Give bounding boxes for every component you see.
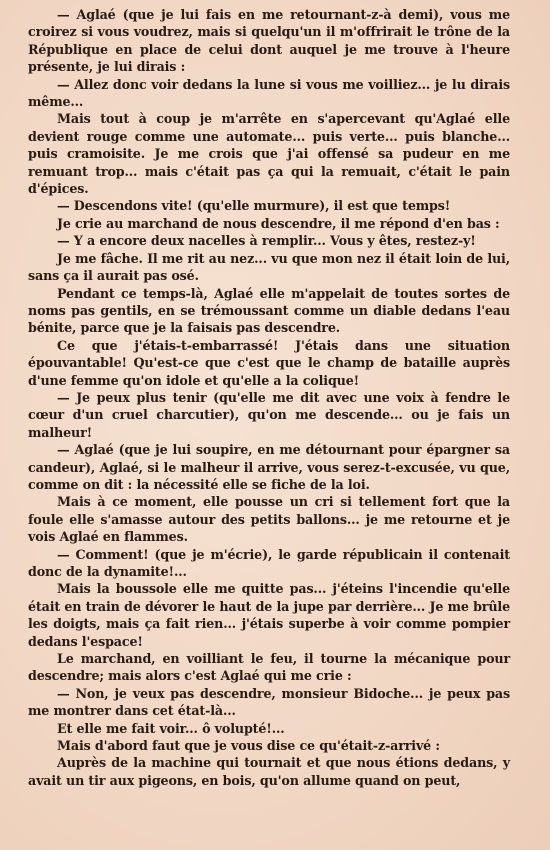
page-text (28, 6, 510, 789)
paragraph: — Aglaé (que je lui fais en me retournant-z-à demi), vous me croirez si vous voudrez, mais si quelqu'un il m'offrirait le trône de la République en place de celui dont auquel je me trouve à l'heure présente, je lui dirais : (28, 7, 510, 75)
paragraph: Je me fâche. Il me rit au nez... vu que mon nez il était loin de lui, sans ça il aurait pas osé. (28, 250, 510, 284)
paragraph: Auprès de la machine qui tournait et que nous étions dedans, y avait un tir aux pigeons, en bois, qu'on allume quand on peut, (28, 755, 510, 788)
paragraph: Et elle me fait voir... ô volupté!... (57, 720, 285, 736)
paragraph: — Descendons vite! (qu'elle murmure), il est que temps! (57, 198, 451, 214)
paragraph: — Y a encore deux nacelles à remplir... Vous y êtes, restez-y! (57, 233, 476, 249)
paragraph: — Aglaé (que je lui soupire, en me détournant pour épargner sa candeur), Aglaé, si le malheur il arrive, vous serez-t-excusée, vu que, comme on dit : la nécessité elle se fiche de la loi. (28, 442, 510, 492)
paragraph: Je crie au marchand de nous descendre, il me répond d'en bas : (57, 215, 500, 231)
paragraph: — Allez donc voir dedans la lune si vous me voilliez... je lu dirais même... (28, 76, 510, 110)
paragraph: Mais tout à coup je m'arrête en s'apercevant qu'Aglaé elle devient rouge comme une automate... puis verte... puis blanche... puis cramoisite. Je me crois que j'ai offensé sa pudeur en me remuant trop... mais c'était pas ça qui la remuait, c'était le pain d'épices. (28, 111, 510, 197)
paragraph: Mais à ce moment, elle pousse un cri si tellement fort que la foule elle s'amasse autour des petits ballons... je me retourne et je vois Aglaé en flammes. (28, 494, 510, 545)
paragraph: Mais la boussole elle me quitte pas... j'éteins l'incendie qu'elle était en train de dévorer le haut de la jupe par derrière... Je me brûle les doigts, mais ça fait rien... j'étais superbe à voir comme pompier dedans l'espace! (28, 581, 510, 649)
paragraph: Pendant ce temps-là, Aglaé elle m'appelait de toutes sortes de noms pas gentils, en se trémoussant comme un diable dedans l'eau bénite, parce que je la faisais pas descendre. (28, 285, 510, 336)
paragraph: Mais d'abord faut que je vous dise ce qu'était-z-arrivé : (57, 738, 440, 754)
paragraph: Ce que j'étais-t-embarrassé! J'étais dans une situation épouvantable! Qu'est-ce que c'est que le champ de bataille auprès d'une femme qu'on idole et qu'elle a la colique! (28, 337, 510, 388)
paragraph: Le marchand, en voilliant le feu, il tourne la mécanique pour descendre; mais alors c'est Aglaé qui me crie : (28, 651, 510, 684)
paragraph: — Comment! (que je m'écrie), le garde républicain il contenait donc de la dynamite!... (28, 546, 510, 579)
paragraph: — Je peux plus tenir (qu'elle me dit avec une voix à fendre le cœur d'un cruel charcutier), qu'on me descende... ou je fais un malheur! (28, 389, 510, 440)
paragraph: — Non, je veux pas descendre, monsieur Bidoche... je peux pas me montrer dans cet état-là... (28, 685, 510, 719)
